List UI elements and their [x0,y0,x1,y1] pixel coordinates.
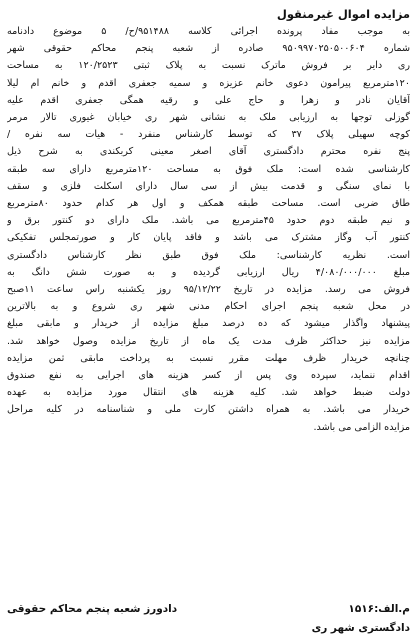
notice-line: به موجب مفاد پرونده اجرائی کلاسه ۹۵۱۴۸۸/ح/ ۵ موضوع دادنامه [7,26,410,37]
notice-line: کنتور آب وگاز مشترک می باشد و فاقد پایان کار و صورتمجلس تفکیکی [7,232,410,244]
footer-row-1 [7,600,410,619]
notice-line: مزایده نیز حداکثر ظرف مدت یک ماه از تاریخ مزایده وصول خواهد شد. [7,335,410,347]
notice-line: ری دایر بر فروش ماترک نسبت به پلاک ثبتی ۱۲۰/۲۵۲۳ به مساحت [7,60,410,72]
notice-line: با نمای سنگی و قدمت بیش از سی سال دارای اسکلت فلزی و سقف [7,180,410,192]
notice-line: اقدام ننماید، سپرده وی پس از کسر هزینه های اجرایی به نفع صندوق [7,370,410,382]
notice-title: مزایده اموال غیرمنقول [276,7,410,21]
notice-line: پیشنهاد واگذار میشود که ده درصد مبلغ مزایده از خریدار و مابقی مبلغ [7,318,410,330]
notice-line: خریدار می باشد. به همراه داشتن کارت ملی و شناسنامه در کلیه مراحل [7,404,410,416]
notice-line: مزایده الزامی می باشد. [313,421,410,433]
notice-line: است. نظریه کارشناسی: ملک فوق طبق نظر کارشناس دادگستری [7,249,410,261]
notice-line: طاق ضربی است. مساحت طبقه همکف و اول هر کدام حدود ۸۰مترمربع [7,198,410,210]
notice-line: مبلغ ۴/۰۸۰/۰۰۰/۰۰۰ ریال ارزیابی گردیده و به صورت شش دانگ به [7,266,410,278]
notice-line: گوزلی توجها به ارزیابی ملک به نشانی شهر ری خیابان غیوری تالار مرمر [7,112,410,124]
notice-line: آقایان نادر و زهرا و حاج علی و رقیه همگی جعفری اقدم علیه [7,94,410,106]
notice-line: و نیم طبقه دوم حدود ۴۵مترمربع می باشد. ملک دارای دو کنتور برق و [7,215,410,227]
ref-number: م.الف:۱۵۱۶ [348,603,410,615]
signer-title: دادورز شعبه پنجم محاکم حقوقی [7,603,178,615]
notice-line: فروش می رسد. مزایده در تاریخ ۹۵/۱۲/۲۲ روز یکشنبه راس ساعت ۱۱صبح [7,284,410,296]
notice-line: پنج نفره محترم دادگستری آقای اصغر معینی کربکندی به شرح ذیل [7,146,410,158]
notice-line: در محل شعبه پنجم اجرای احکام مدنی شهر ری شروع و به بالاترین [7,301,410,313]
notice-line: شماره ۹۵۰۹۹۷۰۲۵۰۵۰۰۶۰۴ صادره از شعبه پنجم محاکم حقوقی شهر [7,43,410,55]
notice-line: کارشناسی شده است: ملک فوق به مساحت ۱۲۰مترمربع دارای سه طبقه [7,163,410,175]
court-name: دادگستری شهر ری [311,622,410,634]
notice-line: دولت ضبط خواهد شد. کلیه هزینه های انتقال مورد مزایده به عهده [7,387,410,399]
notice-line: کوچه سهیلی پلاک ۳۷ که توسط کارشناس منفرد - هیات سه نفره / [7,129,410,141]
notice-footer [7,600,410,638]
footer-row-2 [7,619,410,638]
notice-body [7,23,410,436]
notice-line: ۱۲۰مترمربع پیرامون دعوی خانم عزیزه و سمیه جعفری اقدم و خانم ام لیلا [7,77,410,89]
notice-line: چنانچه خریدار ظرف مهلت مقرر نسبت به پرداخت مابقی ثمن مزایده [7,352,410,364]
